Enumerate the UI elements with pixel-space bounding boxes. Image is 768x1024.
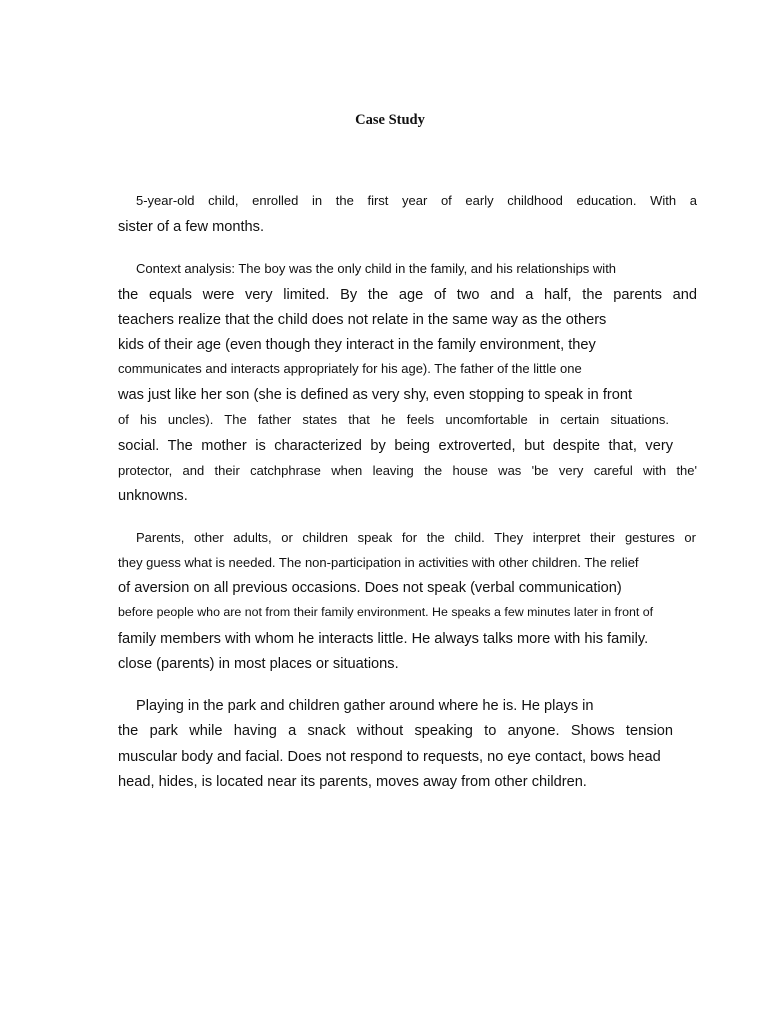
paragraph-line: head, hides, is located near its parents, moves away from other children. — [118, 774, 587, 790]
paragraph-line: 5-year-old child, enrolled in the first year of early childhood education. With a — [136, 193, 697, 208]
paragraph-line: teachers realize that the child does not relate in the same way as the others — [118, 312, 607, 328]
paragraph-line: unknowns. — [118, 488, 188, 504]
paragraph-line: muscular body and facial. Does not respond to requests, no eye contact, bows head — [118, 749, 661, 765]
paragraph-line: social. The mother is characterized by being extroverted, but despite that, very — [118, 438, 673, 454]
paragraph-line: family members with whom he interacts little. He always talks more with his family. — [118, 631, 649, 647]
paragraph-line: sister of a few months. — [118, 219, 264, 235]
paragraph-line: communicates and interacts appropriately for his age). The father of the little one — [118, 361, 582, 376]
paragraph-line: before people who are not from their family environment. He speaks a few minutes later in front of — [118, 605, 654, 619]
paragraph-line: of his uncles). The father states that he feels uncomfortable in certain situations. — [118, 412, 669, 427]
paragraph-line: Playing in the park and children gather around where he is. He plays in — [136, 698, 594, 714]
paragraph-line: close (parents) in most places or situations. — [118, 656, 399, 672]
paragraph-line: was just like her son (she is defined as very shy, even stopping to speak in front — [118, 387, 633, 403]
paragraph-line: they guess what is needed. The non-participation in activities with other children. The relief — [118, 555, 639, 570]
paragraph-line: protector, and their catchphrase when leaving the house was 'be very careful with the' — [118, 463, 697, 478]
paragraph-line: of aversion on all previous occasions. Does not speak (verbal communication) — [118, 580, 622, 596]
paragraph-line: Context analysis: The boy was the only child in the family, and his relationships with — [136, 261, 617, 276]
paragraph-line: the equals were very limited. By the age of two and a half, the parents and — [118, 287, 697, 303]
document-title: Case Study — [355, 112, 425, 128]
paragraph-line: Parents, other adults, or children speak for the child. They interpret their gestures or — [136, 530, 696, 545]
paragraph-line: the park while having a snack without speaking to anyone. Shows tension — [118, 723, 673, 739]
paragraph-line: kids of their age (even though they interact in the family environment, they — [118, 337, 596, 353]
